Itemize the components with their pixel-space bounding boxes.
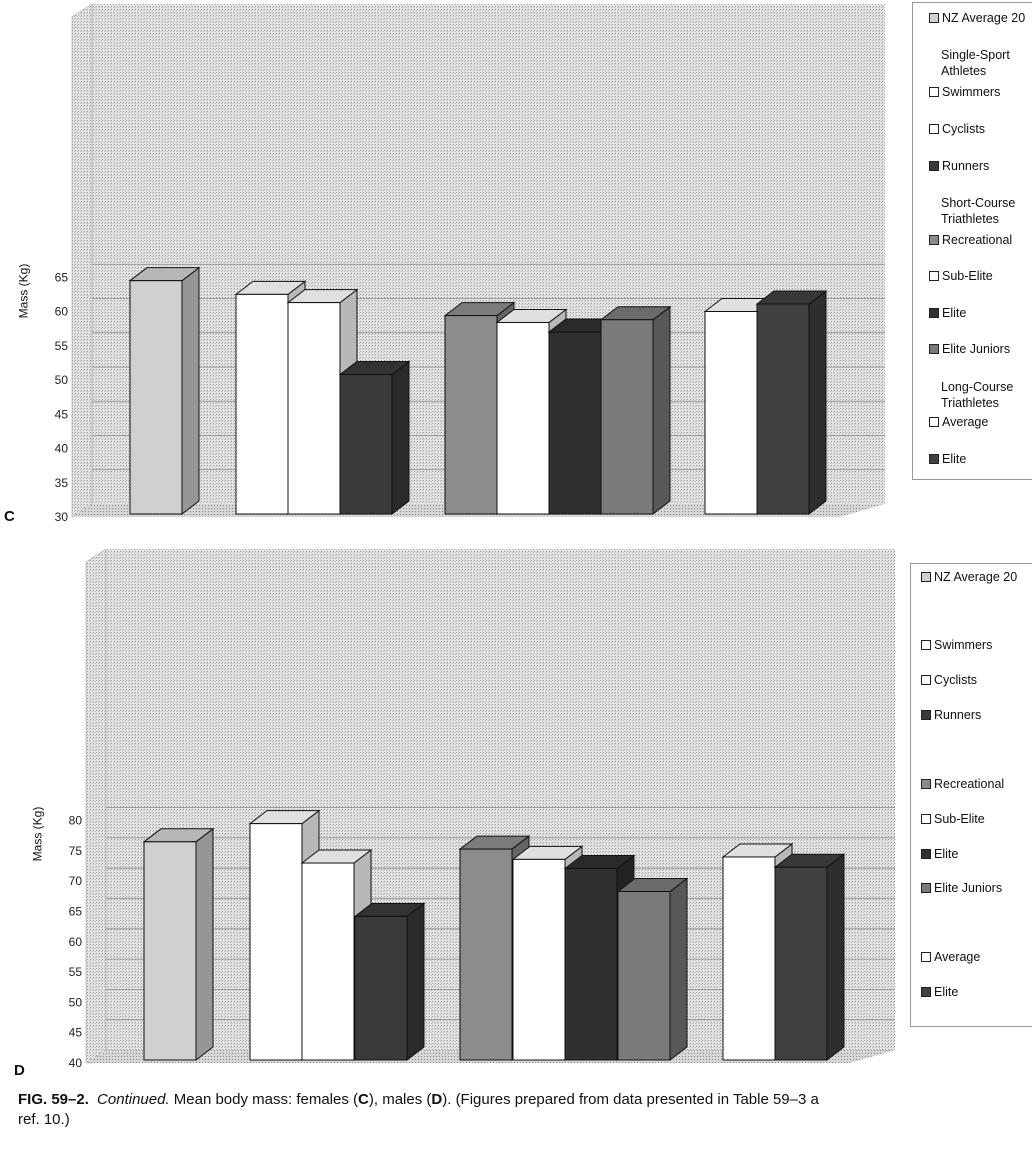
legend-label: Average	[942, 415, 989, 429]
legend-label: Elite	[942, 452, 967, 466]
legend-label: Elite Juniors	[942, 342, 1011, 356]
legend-group-header: Long-Course Triathletes	[941, 380, 1014, 410]
caption-continued: Continued.	[97, 1091, 170, 1108]
legend-label: Recreational	[942, 233, 1013, 247]
legend-item	[929, 11, 1025, 25]
legend-item	[929, 306, 966, 320]
legend-item	[921, 985, 958, 999]
panel-letter-c: C	[4, 508, 15, 525]
legend-item	[921, 847, 958, 861]
caption-text-1: Mean body mass: females (	[169, 1091, 359, 1108]
y-tick-label: 80	[68, 813, 82, 828]
legend-item	[929, 415, 988, 429]
y-tick-label: 35	[54, 475, 68, 490]
bar-runners	[355, 903, 424, 1060]
chart-panel-d	[0, 545, 1032, 1080]
legend-swatch	[929, 417, 939, 427]
y-tick-label: 45	[54, 407, 68, 422]
y-tick-label: 70	[68, 874, 82, 889]
legend-label: Sub-Elite	[934, 812, 985, 826]
legend-swatch	[921, 883, 931, 893]
y-tick-label: 55	[54, 338, 68, 353]
legend-label: Runners	[942, 159, 990, 173]
legend-item	[921, 638, 992, 652]
bar-elite	[757, 291, 826, 514]
bar-nz-average-20	[130, 268, 199, 514]
legend-group-header: Single-Sport Athletes	[941, 48, 1010, 78]
legend-label: Swimmers	[934, 638, 993, 652]
y-tick-label: 45	[68, 1025, 82, 1040]
legend-item	[921, 673, 977, 687]
legend-label: Elite	[934, 847, 959, 861]
legend-group-header: Short-Course Triathletes	[941, 196, 1016, 226]
legend-c	[912, 2, 1032, 480]
legend-item	[921, 950, 980, 964]
legend-item	[921, 708, 981, 722]
bar-elite-juniors	[618, 879, 687, 1060]
legend-item	[921, 812, 985, 826]
figure-caption	[18, 1090, 1028, 1130]
legend-item	[921, 777, 1004, 791]
caption-panel-d: D	[431, 1091, 443, 1108]
y-tick-label: 40	[68, 1056, 82, 1070]
legend-label: Cyclists	[934, 673, 978, 687]
legend-swatch	[929, 13, 939, 23]
legend-item	[929, 159, 989, 173]
legend-item	[929, 85, 1000, 99]
caption-text-3: ). (Figures prepared from data presented in Table 59–3 a	[442, 1091, 819, 1108]
caption-panel-c: C	[358, 1091, 369, 1108]
legend-swatch	[929, 454, 939, 464]
legend-item	[929, 233, 1012, 247]
y-axis-label-c: Mass (Kg)	[16, 263, 31, 319]
legend-label: Cyclists	[942, 122, 986, 136]
legend-label: Elite	[942, 306, 967, 320]
chart-side-wall	[86, 549, 106, 1063]
y-tick-label: 65	[68, 904, 82, 919]
legend-swatch	[921, 710, 931, 720]
bar-elite	[775, 854, 844, 1060]
legend-item	[921, 570, 1017, 584]
legend-swatch	[929, 124, 939, 134]
bar-nz-average-20	[144, 829, 213, 1060]
legend-label: Elite	[934, 985, 959, 999]
legend-swatch	[921, 849, 931, 859]
legend-item	[929, 269, 993, 283]
bar-runners	[340, 362, 409, 514]
legend-swatch	[921, 640, 931, 650]
chart-side-wall	[72, 4, 92, 517]
legend-label: Elite Juniors	[934, 881, 1003, 895]
y-tick-label: 60	[68, 934, 82, 949]
chart-d-svg	[0, 545, 910, 1080]
legend-item	[929, 342, 1010, 356]
caption-text-2: ), males (	[368, 1091, 432, 1108]
legend-swatch	[921, 572, 931, 582]
chart-c-svg	[0, 0, 912, 530]
y-tick-label: 75	[68, 843, 82, 858]
y-axis-label-d: Mass (Kg)	[30, 806, 45, 862]
legend-swatch	[929, 308, 939, 318]
legend-swatch	[929, 161, 939, 171]
chart-panel-c	[0, 0, 1032, 530]
bar-elite-juniors	[601, 307, 670, 514]
legend-swatch	[929, 344, 939, 354]
legend-label: Swimmers	[942, 85, 1001, 99]
y-tick-label: 55	[68, 965, 82, 980]
caption-line-2: ref. 10.)	[18, 1111, 70, 1128]
legend-swatch	[921, 675, 931, 685]
legend-item	[929, 452, 966, 466]
legend-swatch	[921, 987, 931, 997]
y-tick-label: 40	[54, 441, 68, 456]
legend-label: Recreational	[934, 777, 1005, 791]
legend-swatch	[921, 814, 931, 824]
legend-swatch	[921, 952, 931, 962]
legend-item	[929, 122, 985, 136]
y-tick-label: 50	[54, 373, 68, 387]
y-tick-label: 50	[68, 995, 82, 1010]
y-tick-label: 65	[54, 270, 68, 285]
legend-d	[910, 563, 1032, 1027]
panel-letter-d: D	[14, 1062, 25, 1079]
legend-swatch	[929, 235, 939, 245]
y-tick-label: 60	[54, 304, 68, 319]
legend-swatch	[921, 779, 931, 789]
legend-label: NZ Average 20	[934, 570, 1018, 584]
legend-swatch	[929, 87, 939, 97]
legend-item	[921, 881, 1002, 895]
legend-swatch	[929, 271, 939, 281]
y-tick-label: 30	[54, 510, 68, 524]
legend-label: Average	[934, 950, 981, 964]
legend-label: NZ Average 20	[942, 11, 1026, 25]
legend-label: Sub-Elite	[942, 269, 993, 283]
legend-label: Runners	[934, 708, 982, 722]
caption-figure-number: FIG. 59–2.	[18, 1091, 89, 1108]
